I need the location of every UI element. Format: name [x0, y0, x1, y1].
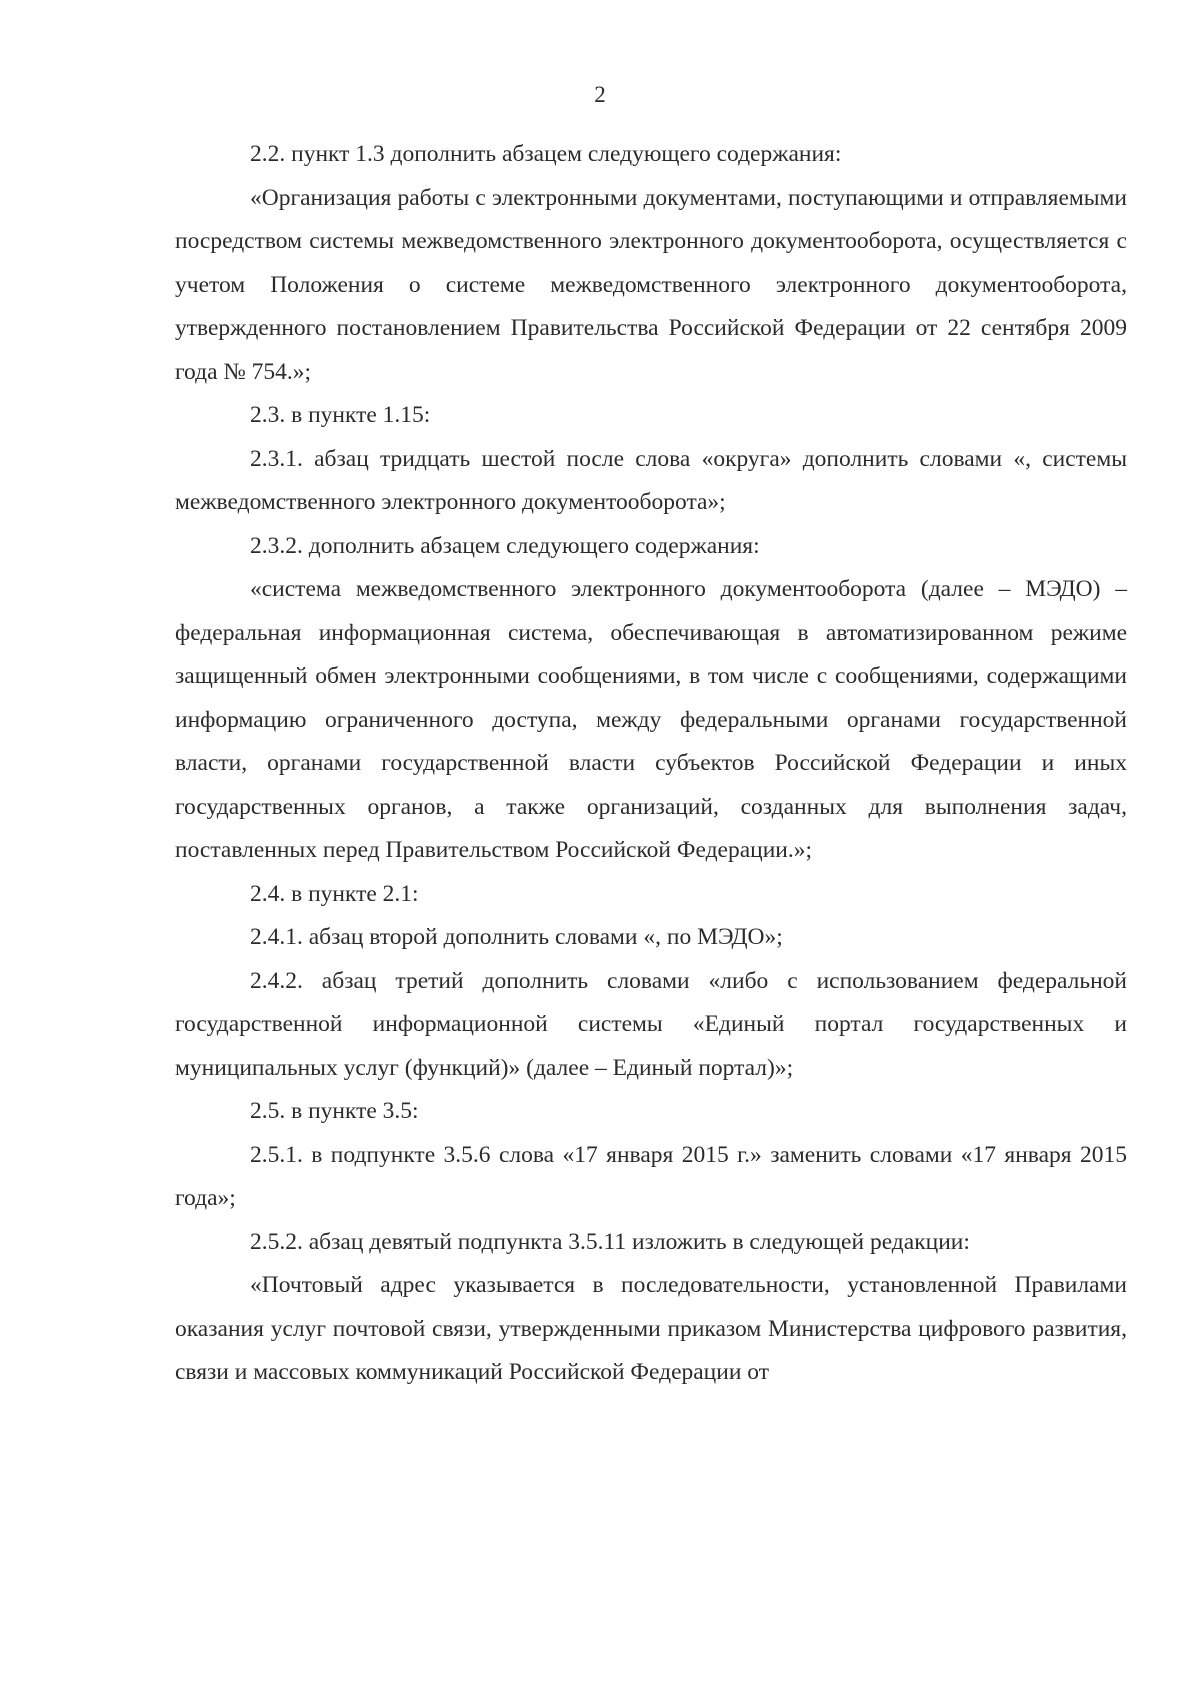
document-body [175, 133, 1127, 1395]
paragraph-2-3-2: 2.3.2. дополнить абзацем следующего содержания: [250, 532, 760, 559]
paragraph-2-3-1: 2.3.1. абзац тридцать шестой после слова «округа» дополнить словами «, системы межведомственного электронного документооборота»; [175, 445, 1127, 515]
paragraph-quote-organization: «Организация работы с электронными документами, поступающими и отправляемыми посредством системы межведомственного электронного документооборота, осуществляется с учетом Положения о системе межведомственного электронного документооборота, утвержденного постановлением Правительства Российской Федерации от 22 сентября 2009 года № 754.»; [175, 184, 1127, 385]
paragraph-quote-medo-definition: «система межведомственного электронного документооборота (далее – МЭДО) – федеральная информационная система, обеспечивающая в автоматизированном режиме защищенный обмен электронными сообщениями, в том числе с сообщениями, содержащими информацию ограниченного доступа, между федеральными органами государственной власти, органами государственной власти субъектов Российской Федерации и иных государственных органов, а также организаций, созданных для выполнения задач, поставленных перед Правительством Российской Федерации.»; [175, 576, 1127, 863]
paragraph-2-5-2: 2.5.2. абзац девятый подпункта 3.5.11 изложить в следующей редакции: [250, 1228, 970, 1255]
paragraph-2-5-1: 2.5.1. в подпункте 3.5.6 слова «17 января 2015 г.» заменить словами «17 января 2015 года»; [175, 1141, 1127, 1211]
paragraph-2-4: 2.4. в пункте 2.1: [250, 880, 419, 907]
paragraph-2-2: 2.2. пункт 1.3 дополнить абзацем следующего содержания: [250, 141, 842, 167]
paragraph-2-5: 2.5. в пункте 3.5: [250, 1098, 419, 1124]
paragraph-2-3: 2.3. в пункте 1.15: [250, 402, 431, 428]
paragraph-quote-postal-address: «Почтовый адрес указывается в последовательности, установленной Правилами оказания услуг почтовой связи, утвержденными приказом Министерства цифрового развития, связи и массовых коммуникаций Российской Федерации от [175, 1272, 1127, 1385]
paragraph-2-4-1: 2.4.1. абзац второй дополнить словами «, по МЭДО»; [250, 924, 783, 950]
page-number: 2 [594, 82, 606, 107]
paragraph-2-4-2: 2.4.2. абзац третий дополнить словами «либо с использованием федеральной государственной информационной системы «Единый портал государственных и муниципальных услуг (функций)» (далее – Единый портал)»; [175, 967, 1127, 1081]
